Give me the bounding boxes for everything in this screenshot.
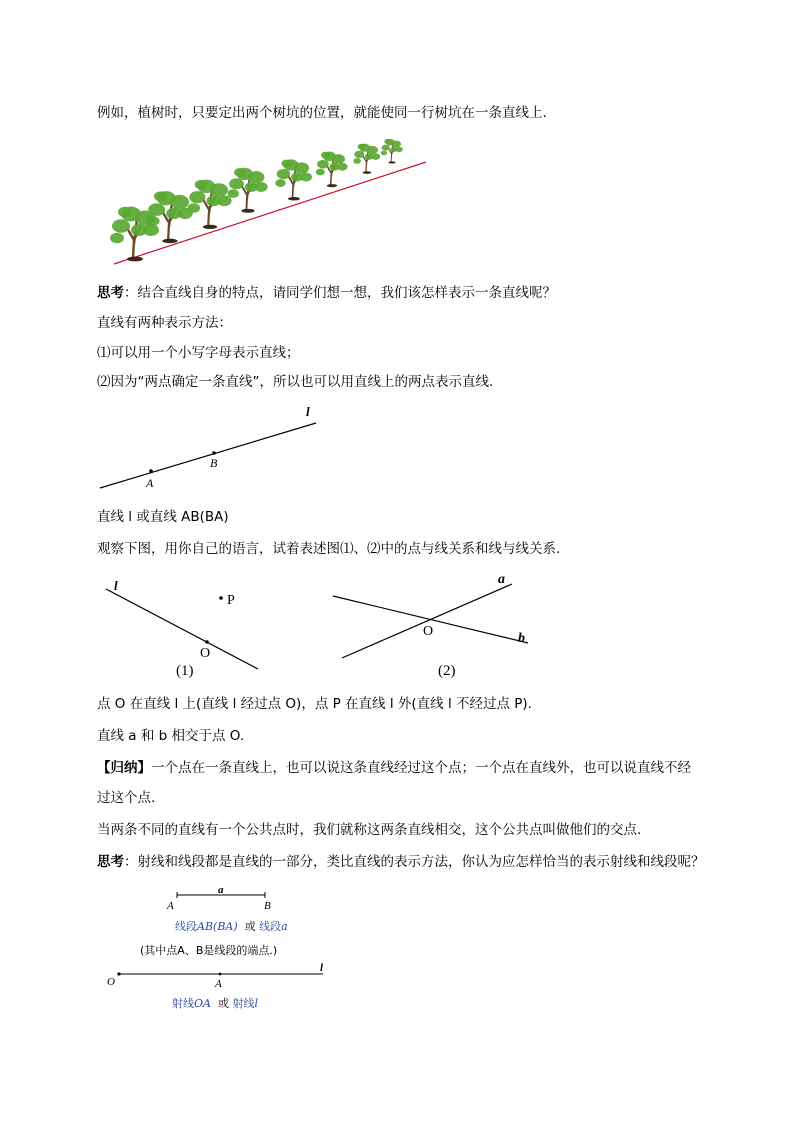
segment-endpoint-note: (其中点A、B是线段的端点.) [140,944,278,957]
summary-line-1: 【归纳】一个点在一条直线上，也可以说这条直线经过这个点；一个点在直线外，也可以说直线不经 [97,760,691,776]
ray-label-O: O [107,976,115,988]
tree-4 [228,168,268,213]
line-caption: 直线 l 或直线 AB(BA) [97,509,229,525]
think-question-1: 思考：结合直线自身的特点，请同学们想一想，我们该怎样表示一条直线呢？ [97,285,556,301]
observe-paragraph: 观察下图，用你自己的语言，试着表述图⑴、⑵中的点与线关系和线与线关系. [97,541,561,557]
label-a-fig2: a [498,572,505,587]
tree-7 [353,144,380,174]
label-o-fig2: O [423,624,434,639]
label-b-fig2: b [518,631,525,646]
caption-fig1: (1) [176,663,194,679]
label-o-fig1: O [200,646,211,661]
tree-3 [188,180,232,229]
label-a: A [146,476,154,490]
line-ab-figure [98,404,328,494]
point-o-fig1 [205,640,209,644]
label-l: l [306,404,310,419]
label-l-fig1: l [114,578,118,593]
summary-line-2: 过这个点. [97,790,156,806]
label-b: B [210,456,218,470]
segment-figure [164,885,364,915]
ray-label-l: l [320,962,324,974]
tree-5 [275,159,312,200]
point-a [149,469,153,473]
ray-caption: 射线OA 或 射线l [172,997,258,1010]
way-1: ⑴可以用一个小写字母表示直线； [97,345,300,361]
ray-label-A: A [215,978,222,990]
tree-8 [381,139,403,164]
tree-6 [316,152,348,188]
two-ways-line: 直线有两种表示方法： [97,315,232,331]
point-b [212,451,216,455]
intro-paragraph: 例如，植树时，只要定出两个树坑的位置，就能使同一行树坑在一条直线上. [97,105,547,121]
caption-fig2: (2) [438,663,456,679]
think-question-2: 思考：射线和线段都是直线的一部分，类比直线的表示方法，你认为应怎样恰当的表示射线和线段呢？ [97,854,705,870]
summary-label: 【归纳】 [97,760,151,776]
way-2: ⑵因为“两点确定一条直线”，所以也可以用直线上的两点表示直线. [97,374,494,390]
label-p: P [227,593,235,608]
figure-2 [330,570,540,680]
intersect-definition: 当两条不同的直线有一个公共点时，我们就称这两条直线相交，这个公共点叫做他们的交点. [97,822,642,838]
ray-point-a [219,973,222,976]
segment-label-A: A [167,900,174,912]
point-p [219,596,223,600]
point-line-relation: 点 O 在直线 l 上(直线 l 经过点 O)，点 P 在直线 l 外(直线 l 不经过点 P). [97,696,532,712]
figure-1 [100,574,280,684]
tree-row-illustration [100,140,440,270]
segment-caption: 线段AB(BA) 或 线段a [175,920,288,933]
ray-figure [105,964,335,994]
intersect-statement: 直线 a 和 b 相交于点 O. [97,728,245,744]
segment-label-B: B [264,900,271,912]
think-label: 思考 [97,285,124,301]
think-label-2: 思考 [97,854,124,870]
segment-label-a: a [218,884,224,896]
